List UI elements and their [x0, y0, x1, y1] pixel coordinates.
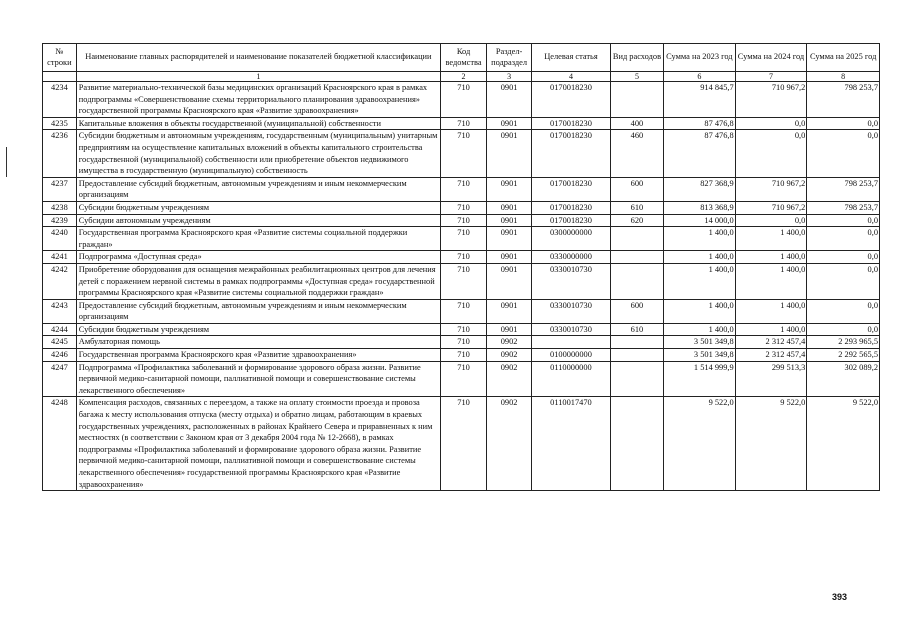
- col-number: 6: [664, 72, 736, 82]
- section-code: 0901: [487, 117, 532, 130]
- item-name: Капитальные вложения в объекты государственной (муниципальной) собственности: [76, 117, 440, 130]
- sum-2025: 0,0: [807, 299, 880, 323]
- row-number: 4239: [43, 214, 77, 227]
- department-code: 710: [441, 299, 487, 323]
- col-number: 5: [610, 72, 663, 82]
- item-name: Подпрограмма «Доступная среда»: [76, 251, 440, 264]
- section-code: 0901: [487, 323, 532, 336]
- header-row: [43, 44, 880, 72]
- section-code: 0901: [487, 227, 532, 251]
- sum-2025: 798 253,7: [807, 201, 880, 214]
- col-header-section: Раздел-подраздел: [487, 44, 532, 72]
- expense-type-code: 620: [610, 214, 663, 227]
- department-code: 710: [441, 263, 487, 299]
- sum-2024: 9 522,0: [735, 397, 807, 491]
- col-header-sum-2024: Сумма на 2024 год: [735, 44, 807, 72]
- item-name: Субсидии бюджетным и автономным учреждениям, государственным (муниципальным) унитарным предприятиям на осуществление капитальных вложений в объекты капитального строительства государственной (муниципальной) собственности или приобретение объектов недвижимого имущества в государственную (муниципальную) собственность: [76, 130, 440, 177]
- sum-2025: 0,0: [807, 323, 880, 336]
- sum-2025: 0,0: [807, 251, 880, 264]
- target-item-code: 0110017470: [532, 397, 611, 491]
- row-number: 4242: [43, 263, 77, 299]
- target-item-code: 0170018230: [532, 117, 611, 130]
- margin-mark: [6, 147, 7, 177]
- row-number: 4240: [43, 227, 77, 251]
- sum-2023: 827 368,9: [664, 177, 736, 201]
- table-row: [43, 299, 880, 323]
- table-row: [43, 177, 880, 201]
- sum-2024: 0,0: [735, 117, 807, 130]
- expense-type-code: [610, 227, 663, 251]
- department-code: 710: [441, 177, 487, 201]
- sum-2025: 0,0: [807, 227, 880, 251]
- section-code: 0901: [487, 201, 532, 214]
- col-number: 1: [76, 72, 440, 82]
- item-name: Субсидии автономным учреждениям: [76, 214, 440, 227]
- expense-type-code: 600: [610, 177, 663, 201]
- row-number: 4237: [43, 177, 77, 201]
- item-name: Государственная программа Красноярского края «Развитие здравоохранения»: [76, 349, 440, 362]
- expense-type-code: [610, 397, 663, 491]
- col-header-sum-2025: Сумма на 2025 год: [807, 44, 880, 72]
- section-code: 0902: [487, 397, 532, 491]
- section-code: 0901: [487, 130, 532, 177]
- section-code: 0901: [487, 214, 532, 227]
- sum-2024: 710 967,2: [735, 82, 807, 118]
- sum-2024: 0,0: [735, 130, 807, 177]
- section-code: 0901: [487, 82, 532, 118]
- target-item-code: 0110000000: [532, 361, 611, 397]
- col-header-row-number: № строки: [43, 44, 77, 72]
- table-row: [43, 263, 880, 299]
- col-number: [43, 72, 77, 82]
- row-number: 4246: [43, 349, 77, 362]
- section-code: 0901: [487, 299, 532, 323]
- table-row: [43, 397, 880, 491]
- sum-2023: 914 845,7: [664, 82, 736, 118]
- department-code: 710: [441, 323, 487, 336]
- sum-2024: 1 400,0: [735, 263, 807, 299]
- sum-2023: 1 400,0: [664, 251, 736, 264]
- department-code: 710: [441, 227, 487, 251]
- sum-2025: 0,0: [807, 263, 880, 299]
- table-row: [43, 214, 880, 227]
- expense-type-code: 460: [610, 130, 663, 177]
- sum-2024: 1 400,0: [735, 251, 807, 264]
- expense-type-code: 610: [610, 201, 663, 214]
- section-code: 0902: [487, 349, 532, 362]
- department-code: 710: [441, 251, 487, 264]
- department-code: 710: [441, 397, 487, 491]
- item-name: Предоставление субсидий бюджетным, автономным учреждениям и иным некоммерческим организациям: [76, 177, 440, 201]
- sum-2024: 0,0: [735, 214, 807, 227]
- target-item-code: [532, 336, 611, 349]
- department-code: 710: [441, 214, 487, 227]
- sum-2024: 2 312 457,4: [735, 349, 807, 362]
- col-number: 4: [532, 72, 611, 82]
- department-code: 710: [441, 361, 487, 397]
- table-row: [43, 201, 880, 214]
- sum-2025: 9 522,0: [807, 397, 880, 491]
- col-header-expense-type: Вид расходов: [610, 44, 663, 72]
- target-item-code: 0170018230: [532, 130, 611, 177]
- row-number: 4245: [43, 336, 77, 349]
- sum-2025: 0,0: [807, 117, 880, 130]
- department-code: 710: [441, 117, 487, 130]
- expense-type-code: 600: [610, 299, 663, 323]
- page-number: 393: [832, 592, 848, 602]
- target-item-code: 0170018230: [532, 201, 611, 214]
- item-name: Предоставление субсидий бюджетным, автономным учреждениям и иным некоммерческим организациям: [76, 299, 440, 323]
- row-number: 4243: [43, 299, 77, 323]
- expense-type-code: [610, 336, 663, 349]
- budget-table: [42, 43, 880, 491]
- sum-2023: 1 400,0: [664, 299, 736, 323]
- expense-type-code: [610, 82, 663, 118]
- expense-type-code: 610: [610, 323, 663, 336]
- target-item-code: 0330010730: [532, 263, 611, 299]
- table-row: [43, 251, 880, 264]
- column-number-row: [43, 72, 880, 82]
- table-row: [43, 117, 880, 130]
- col-header-name: Наименование главных распорядителей и наименование показателей бюджетной классификации: [76, 44, 440, 72]
- row-number: 4247: [43, 361, 77, 397]
- sum-2025: 798 253,7: [807, 82, 880, 118]
- sum-2024: 710 967,2: [735, 201, 807, 214]
- target-item-code: 0330010730: [532, 323, 611, 336]
- sum-2023: 1 400,0: [664, 263, 736, 299]
- col-number: 3: [487, 72, 532, 82]
- section-code: 0902: [487, 361, 532, 397]
- table-row: [43, 130, 880, 177]
- sum-2024: 1 400,0: [735, 323, 807, 336]
- col-number: 7: [735, 72, 807, 82]
- item-name: Амбулаторная помощь: [76, 336, 440, 349]
- item-name: Субсидии бюджетным учреждениям: [76, 323, 440, 336]
- sum-2023: 813 368,9: [664, 201, 736, 214]
- table-row: [43, 82, 880, 118]
- sum-2023: 3 501 349,8: [664, 349, 736, 362]
- department-code: 710: [441, 82, 487, 118]
- col-header-sum-2023: Сумма на 2023 год: [664, 44, 736, 72]
- expense-type-code: [610, 349, 663, 362]
- col-header-target-item: Целевая статья: [532, 44, 611, 72]
- item-name: Субсидии бюджетным учреждениям: [76, 201, 440, 214]
- row-number: 4244: [43, 323, 77, 336]
- row-number: 4234: [43, 82, 77, 118]
- expense-type-code: [610, 361, 663, 397]
- item-name: Компенсация расходов, связанных с переездом, а также на оплату стоимости проезда и провоза багажа к месту использования отпуска (месту отдыха) и обратно лицам, работающим в краевых государственных учреждениях, расположенных в районах Крайнего Севера и приравненных к ним местностях (в соответствии с Законом края от 3 декабря 2004 года № 12-2668), в рамках подпрограммы «Профилактика заболеваний и формирование здорового образа жизни. Развитие первичной медико-санитарной помощи, паллиативной помощи и совершенствование системы лекарственного обеспечения» государственной программы Красноярского края «Развитие здравоохранения»: [76, 397, 440, 491]
- table-row: [43, 336, 880, 349]
- target-item-code: 0170018230: [532, 214, 611, 227]
- row-number: 4235: [43, 117, 77, 130]
- sum-2023: 87 476,8: [664, 117, 736, 130]
- target-item-code: 0170018230: [532, 82, 611, 118]
- target-item-code: 0330000000: [532, 251, 611, 264]
- sum-2023: 1 514 999,9: [664, 361, 736, 397]
- item-name: Подпрограмма «Профилактика заболеваний и формирование здорового образа жизни. Развитие первичной медико-санитарной помощи, паллиативной помощи и совершенствование системы лекарственного обеспечения»: [76, 361, 440, 397]
- target-item-code: 0170018230: [532, 177, 611, 201]
- sum-2025: 0,0: [807, 214, 880, 227]
- sum-2023: 87 476,8: [664, 130, 736, 177]
- department-code: 710: [441, 349, 487, 362]
- target-item-code: 0330010730: [532, 299, 611, 323]
- sum-2023: 9 522,0: [664, 397, 736, 491]
- sum-2025: 2 292 565,5: [807, 349, 880, 362]
- row-number: 4241: [43, 251, 77, 264]
- department-code: 710: [441, 201, 487, 214]
- sum-2023: 14 000,0: [664, 214, 736, 227]
- section-code: 0901: [487, 177, 532, 201]
- sum-2024: 710 967,2: [735, 177, 807, 201]
- sum-2025: 302 089,2: [807, 361, 880, 397]
- sum-2025: 798 253,7: [807, 177, 880, 201]
- sum-2023: 1 400,0: [664, 323, 736, 336]
- expense-type-code: [610, 251, 663, 264]
- item-name: Государственная программа Красноярского края «Развитие системы социальной поддержки граждан»: [76, 227, 440, 251]
- budget-sheet: [42, 43, 880, 491]
- sum-2025: 0,0: [807, 130, 880, 177]
- department-code: 710: [441, 336, 487, 349]
- col-number: 8: [807, 72, 880, 82]
- section-code: 0901: [487, 263, 532, 299]
- row-number: 4248: [43, 397, 77, 491]
- item-name: Приобретение оборудования для оснащения межрайонных реабилитационных центров для лечения детей с поражением нервной системы в рамках подпрограммы «Доступная среда» государственной программы Красноярского края «Развитие системы социальной поддержки граждан»: [76, 263, 440, 299]
- expense-type-code: [610, 263, 663, 299]
- col-number: 2: [441, 72, 487, 82]
- table-row: [43, 361, 880, 397]
- section-code: 0902: [487, 336, 532, 349]
- table-row: [43, 349, 880, 362]
- col-header-department-code: Код ведомства: [441, 44, 487, 72]
- department-code: 710: [441, 130, 487, 177]
- expense-type-code: 400: [610, 117, 663, 130]
- section-code: 0901: [487, 251, 532, 264]
- sum-2024: 299 513,3: [735, 361, 807, 397]
- row-number: 4236: [43, 130, 77, 177]
- target-item-code: 0300000000: [532, 227, 611, 251]
- table-row: [43, 323, 880, 336]
- sum-2024: 2 312 457,4: [735, 336, 807, 349]
- item-name: Развитие материально-технической базы медицинских организаций Красноярского края в рамках подпрограммы «Совершенствование схемы территориального планирования здравоохранения» государственной программы Красноярского края «Развитие здравоохранения»: [76, 82, 440, 118]
- sum-2025: 2 293 965,5: [807, 336, 880, 349]
- row-number: 4238: [43, 201, 77, 214]
- sum-2023: 3 501 349,8: [664, 336, 736, 349]
- sum-2024: 1 400,0: [735, 299, 807, 323]
- sum-2023: 1 400,0: [664, 227, 736, 251]
- table-row: [43, 227, 880, 251]
- target-item-code: 0100000000: [532, 349, 611, 362]
- sum-2024: 1 400,0: [735, 227, 807, 251]
